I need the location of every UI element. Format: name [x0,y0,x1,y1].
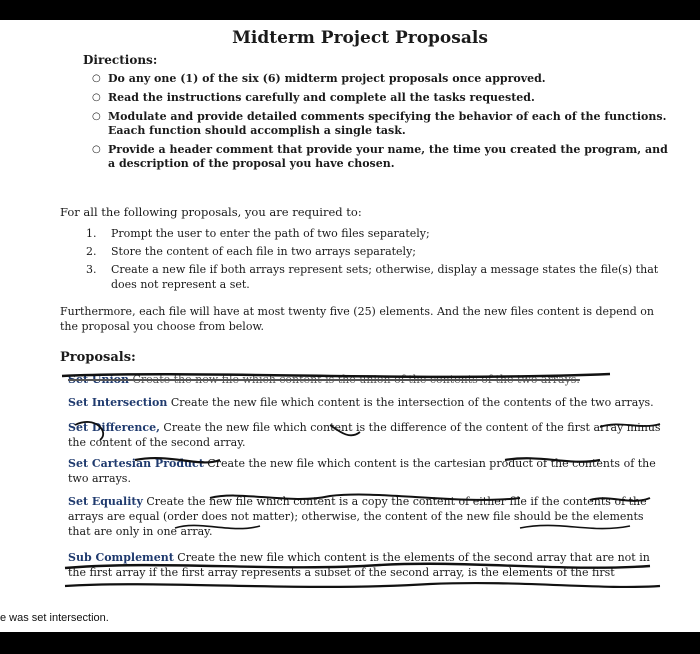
proposals-heading: Proposals: [60,350,136,365]
requirements-list [86,226,676,295]
directions-item: ○ Do any one (1) of the six (6) midterm project proposals once approved. [92,72,546,85]
proposal-set-equality: Set Equality Create the new file which content is a copy the content of either file if the contents of the arrays are equal (order does not matter); otherwise, the content of the new file should be the elements that are only in one array. [68,495,647,538]
bullet-icon: ○ [92,92,101,103]
bullet-icon: ○ [92,144,101,155]
requirement-item: 1. Prompt the user to enter the path of two files separately; [86,227,430,240]
furthermore-paragraph: Furthermore, each file will have at most twenty five (25) elements. And the new files content is depend on the proposal you choose from below. [60,305,654,333]
bullet-icon: ○ [92,73,101,84]
requirement-item: 2. Store the content of each file in two arrays separately; [86,245,416,258]
requirement-item: 3. Create a new file if both arrays represent sets; otherwise, display a message states the file(s) that does not represent a set. [86,263,659,291]
bullet-icon: ○ [92,111,101,122]
requirements-intro: For all the following proposals, you are required to: [60,205,362,219]
proposal-set-difference: Set Difference, Create the new file which content is the difference of the content of the first array minus the content of the second array. [68,421,661,449]
directions-heading: Directions: [83,53,158,67]
scribble-strike-last-line [65,583,660,587]
bottom-black-bar [0,632,700,654]
directions-item: ○ Provide a header comment that provide your name, the time you created the program, and a description of the proposal you have chosen. [92,143,668,170]
document-page [0,20,700,632]
caption-text: e was set intersection. [0,612,113,624]
proposal-set-cartesian-product: Set Cartesian Product Create the new file which content is the cartesian product of the contents of the two arrays. [68,457,656,485]
proposal-set-intersection: Set Intersection Create the new file which content is the intersection of the contents of the two arrays. [68,396,654,409]
top-black-bar [0,0,700,20]
proposal-sub-complement: Sub Complement Create the new file which content is the elements of the second array that are not in the first array if the first array represents a subset of the second array, is the elements of the first [68,551,650,579]
page-title: Midterm Project Proposals [232,28,488,48]
directions-list [92,72,672,176]
directions-item: ○ Modulate and provide detailed comments specifying the behavior of each of the functions. Eaach function should accomplish a single task. [92,110,667,137]
proposal-set-union: Set Union Create the new file which content is the union of the contents of the two arrays. [68,373,580,386]
directions-item: ○ Read the instructions carefully and complete all the tasks requested. [92,91,535,104]
